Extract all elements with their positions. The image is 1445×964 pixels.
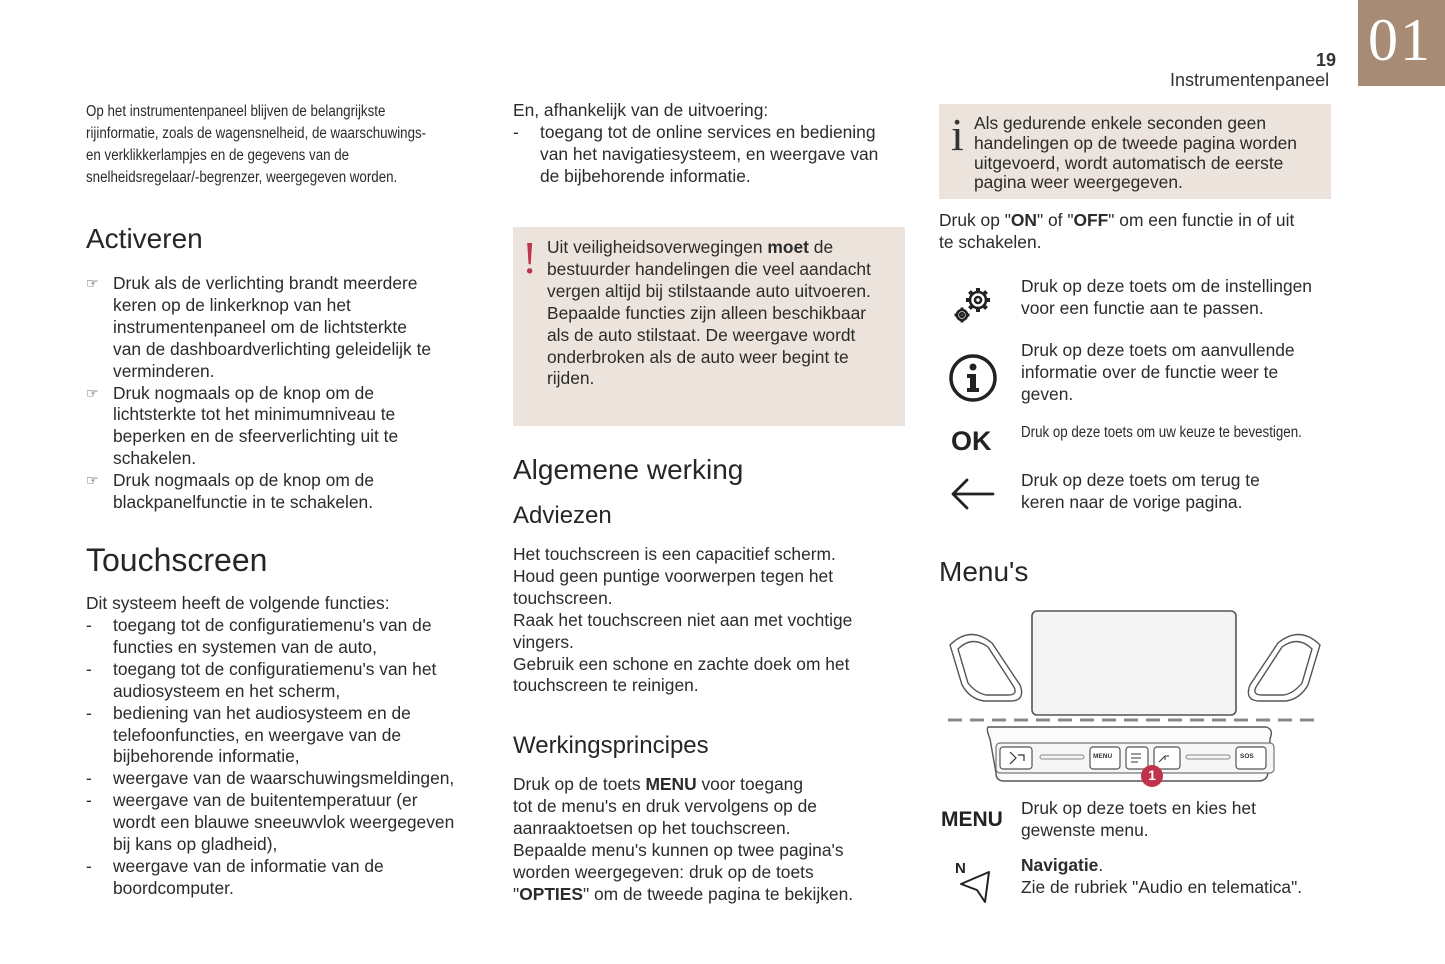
description-line: voor een functie aan te passen. xyxy=(1021,297,1264,318)
heading-adviezen: Adviezen xyxy=(513,502,612,529)
paragraph-line: Gebruik een schone en zachte doek om het xyxy=(513,653,850,674)
description-line: Navigatie. xyxy=(1021,855,1104,875)
list-line: toegang tot de configuratiemenu's van het xyxy=(113,658,437,679)
warning-line: Uit veiligheidsoverwegingen moet de xyxy=(547,237,834,257)
dash-marker: - xyxy=(86,768,92,789)
list-line: Druk als de verlichting brandt meerdere xyxy=(113,273,418,293)
heading-activeren: Activeren xyxy=(86,223,203,254)
gears-description xyxy=(1021,276,1312,320)
warning-line: onderbroken als de auto weer begint te xyxy=(547,346,849,367)
info-text xyxy=(974,114,1297,193)
warning-text xyxy=(547,237,903,390)
paragraph-line: Druk op de toets MENU voor toegang xyxy=(513,774,804,794)
list-line: lichtsterkte tot het minimumniveau te xyxy=(113,404,396,425)
warning-line: vergen altijd bij stilstaande auto uitvoeren. xyxy=(547,280,871,301)
list-line: weergave van de informatie van de xyxy=(113,855,384,876)
intro-line: Op het instrumentenpaneel blijven de belangrijkste xyxy=(86,103,386,120)
info-circle-icon xyxy=(948,353,998,403)
info-description xyxy=(1021,340,1295,406)
dash-marker: - xyxy=(513,122,519,142)
info-line: Als gedurende enkele seconden geen xyxy=(974,113,1267,133)
werking-paragraph xyxy=(513,774,853,905)
list-line: toegang tot de configuratiemenu's van de xyxy=(113,615,432,635)
dash-marker: - xyxy=(86,658,92,679)
info-line: uitgevoerd, wordt automatisch de eerste xyxy=(974,152,1284,173)
illustration-menu-key: MENU xyxy=(1093,753,1113,760)
list-line: instrumentenpaneel om de lichtsterkte xyxy=(113,316,407,337)
ok-description: Druk op deze toets om uw keuze te bevestigen. xyxy=(1021,424,1302,441)
list-line: verminderen. xyxy=(113,360,215,381)
activeren-list xyxy=(86,273,486,514)
list-item xyxy=(86,273,486,383)
paragraph-line: Het touchscreen is een capacitief scherm. xyxy=(513,544,836,564)
list-line: weergave van de buitentemperatuur (er xyxy=(113,790,418,811)
list-item xyxy=(513,122,913,188)
touchscreen-list xyxy=(86,615,486,900)
list-line: bijbehorende informatie, xyxy=(113,746,300,767)
list-line: bij kans op gladheid), xyxy=(113,834,278,855)
adviezen-paragraph xyxy=(513,544,852,697)
list-item xyxy=(86,790,486,856)
list-item xyxy=(86,470,486,514)
warning-line: als de auto stilstaat. De weergave wordt xyxy=(547,324,856,345)
intro-line: rijinformatie, zoals de wagensnelheid, de waarschuwings- xyxy=(86,125,427,142)
page-number: 19 xyxy=(1316,50,1337,70)
list-line: functies en systemen van de auto, xyxy=(113,636,377,657)
heading-menus: Menu's xyxy=(939,556,1029,587)
info-i-icon: i xyxy=(951,109,964,160)
paragraph-line: Raak het touchscreen niet aan met vochtige xyxy=(513,609,853,630)
dash-marker: - xyxy=(86,790,92,811)
warning-box xyxy=(513,227,905,426)
gears-icon xyxy=(952,282,996,326)
list-line: bediening van het audiosysteem en de xyxy=(113,702,411,723)
description-line: Druk op deze toets om de instellingen xyxy=(1021,276,1312,296)
dash-marker: - xyxy=(86,702,92,723)
exclamation-icon: ! xyxy=(522,232,538,283)
heading-algemene-werking: Algemene werking xyxy=(513,454,744,485)
list-line: audiosysteem en het scherm, xyxy=(113,680,341,701)
section-title: Instrumentenpaneel xyxy=(1170,70,1330,90)
paragraph-line: vingers. xyxy=(513,631,574,652)
paragraph-line: touchscreen te reinigen. xyxy=(513,675,699,696)
list-line: boordcomputer. xyxy=(113,877,234,898)
list-line: Druk nogmaals op de knop om de xyxy=(113,470,375,491)
chapter-number: 01 xyxy=(1368,7,1432,73)
paragraph-line: aanraaktoetsen op het touchscreen. xyxy=(513,817,791,838)
list-line: wordt een blauwe sneeuwvlok weergegeven xyxy=(113,812,455,833)
paragraph-line: Houd geen puntige voorwerpen tegen het xyxy=(513,565,834,586)
info-box xyxy=(939,104,1331,199)
menu-label: MENU xyxy=(941,808,1003,831)
list-line: telefoonfuncties, en weergave van de xyxy=(113,724,402,745)
navigation-description xyxy=(1021,855,1302,899)
description-line: informatie over de functie weer te xyxy=(1021,361,1279,382)
list-item xyxy=(86,856,486,900)
intro-line: en verklikkerlampjes en de gegevens van de xyxy=(86,147,350,164)
list-line: blackpanelfunctie in te schakelen. xyxy=(113,492,374,513)
dash-marker: - xyxy=(86,855,92,876)
warning-line: bestuurder handelingen die veel aandacht xyxy=(547,258,871,279)
description-line: geven. xyxy=(1021,383,1074,404)
warning-line: rijden. xyxy=(547,368,595,389)
list-line: weergave van de waarschuwingsmeldingen, xyxy=(113,768,455,789)
list-line: de bijbehorende informatie. xyxy=(540,165,751,186)
paragraph-line: Druk op "ON" of "OFF" om een functie in of uit xyxy=(939,210,1295,230)
col2-intro: En, afhankelijk van de uitvoering: xyxy=(513,100,769,120)
menu-description xyxy=(1021,798,1256,842)
list-item xyxy=(86,768,486,790)
list-line: keren op de linkerknop van het xyxy=(113,294,351,315)
paragraph-line: te schakelen. xyxy=(939,231,1042,252)
list-line: schakelen. xyxy=(113,448,197,469)
description-line: gewenste menu. xyxy=(1021,819,1149,840)
intro-line: snelheidsregelaar/-begrenzer, weergegeven worden. xyxy=(86,169,398,186)
description-line: Druk op deze toets en kies het xyxy=(1021,798,1256,818)
description-line: keren naar de vorige pagina. xyxy=(1021,491,1243,512)
list-line: beperken en de sfeerverlichting uit te xyxy=(113,426,399,447)
warning-line: Bepaalde functies zijn alleen beschikbaar xyxy=(547,302,867,323)
paragraph-line: tot de menu's en druk vervolgens op de xyxy=(513,795,817,816)
list-item xyxy=(86,703,486,769)
list-line: van de dashboardverlichting geleidelijk te xyxy=(113,338,432,359)
dash-marker: - xyxy=(86,615,92,635)
list-item xyxy=(86,383,486,471)
description-line: Druk op deze toets om aanvullende xyxy=(1021,340,1295,360)
hand-pointer-icon: ☞ xyxy=(86,275,99,291)
chapter-tab xyxy=(1358,0,1445,86)
list-line: toegang tot de online services en bediening xyxy=(540,122,876,142)
description-line: Zie de rubriek "Audio en telematica". xyxy=(1021,876,1303,897)
on-off-paragraph xyxy=(939,210,1294,254)
heading-werkingsprincipes: Werkingsprincipes xyxy=(513,732,709,759)
callout-number: 1 xyxy=(1148,767,1156,783)
col2-intro-list xyxy=(513,122,913,188)
back-description xyxy=(1021,470,1260,514)
list-line: Druk nogmaals op de knop om de xyxy=(113,382,375,403)
info-line: handelingen op de tweede pagina worden xyxy=(974,132,1297,153)
hand-pointer-icon: ☞ xyxy=(86,472,99,489)
paragraph-line: Bepaalde menu's kunnen op twee pagina's xyxy=(513,839,844,860)
description-line: Druk op deze toets om terug te xyxy=(1021,470,1260,490)
paragraph-line: "OPTIES" om de tweede pagina te bekijken. xyxy=(513,883,854,904)
ok-label: OK xyxy=(951,426,992,456)
navigation-icon-letter: N xyxy=(955,860,966,877)
intro-paragraph xyxy=(86,101,481,189)
dashboard-illustration xyxy=(940,605,1330,790)
touchscreen-intro: Dit systeem heeft de volgende functies: xyxy=(86,593,390,613)
hand-pointer-icon: ☞ xyxy=(86,384,99,401)
navigation-icon xyxy=(955,860,995,906)
info-line: pagina weer weergegeven. xyxy=(974,172,1183,193)
list-item xyxy=(86,615,486,659)
list-item xyxy=(86,659,486,703)
list-line: van het navigatiesysteem, en weergave van xyxy=(540,143,879,164)
back-arrow-icon xyxy=(949,477,995,511)
illustration-sos-key: SOS xyxy=(1240,753,1254,760)
paragraph-line: worden weergegeven: druk op de toets xyxy=(513,861,814,882)
paragraph-line: touchscreen. xyxy=(513,587,613,608)
heading-touchscreen: Touchscreen xyxy=(86,542,268,578)
